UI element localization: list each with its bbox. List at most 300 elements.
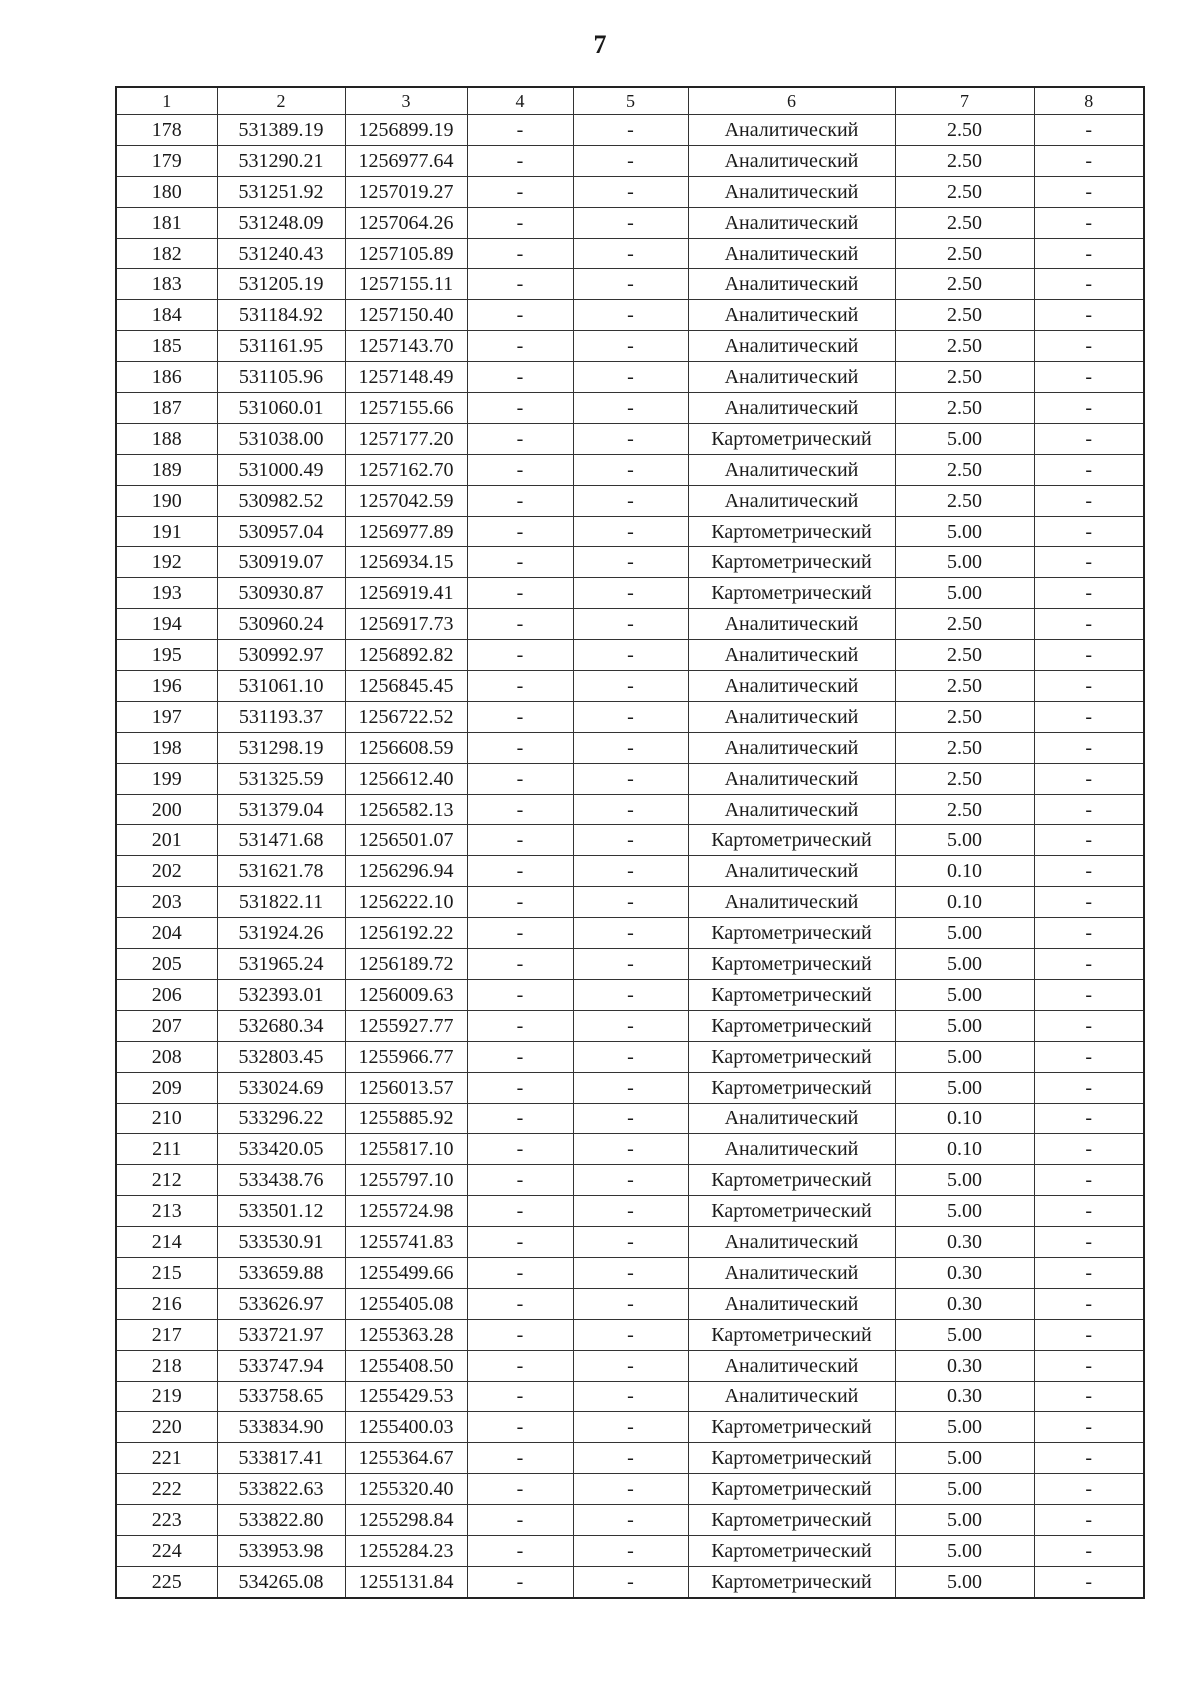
table-cell: 5.00 [895, 949, 1034, 980]
table-cell: 0.30 [895, 1227, 1034, 1258]
table-cell: 1256977.89 [345, 516, 467, 547]
table-cell: - [467, 918, 573, 949]
table-cell: 5.00 [895, 578, 1034, 609]
table-row [116, 115, 1144, 146]
table-cell: 206 [116, 979, 217, 1010]
table-cell: - [467, 1196, 573, 1227]
table-cell: 1255320.40 [345, 1474, 467, 1505]
table-cell: - [1034, 331, 1144, 362]
table-cell: 0.30 [895, 1381, 1034, 1412]
table-cell: 1256845.45 [345, 671, 467, 702]
table-cell: 530992.97 [217, 640, 345, 671]
table-cell: - [467, 1566, 573, 1597]
table-cell: - [1034, 1381, 1144, 1412]
table-cell: - [467, 1103, 573, 1134]
table-cell: 530919.07 [217, 547, 345, 578]
table-cell: - [573, 794, 688, 825]
table-row [116, 578, 1144, 609]
table-cell: - [1034, 1103, 1144, 1134]
table-cell: - [467, 856, 573, 887]
table-cell: 182 [116, 238, 217, 269]
table-cell: Картометрический [688, 949, 895, 980]
table-cell: - [1034, 393, 1144, 424]
table-row [116, 516, 1144, 547]
table-cell: - [1034, 1350, 1144, 1381]
table-cell: Картометрический [688, 1010, 895, 1041]
table-cell: Аналитический [688, 856, 895, 887]
table-cell: Аналитический [688, 454, 895, 485]
table-cell: 534265.08 [217, 1566, 345, 1597]
table-cell: 0.30 [895, 1257, 1034, 1288]
table-cell: 1257105.89 [345, 238, 467, 269]
table-cell: 1257155.66 [345, 393, 467, 424]
table-cell: - [467, 609, 573, 640]
table-row [116, 1010, 1144, 1041]
table-cell: - [1034, 1165, 1144, 1196]
table-cell: 2.50 [895, 393, 1034, 424]
table-cell: 1257019.27 [345, 176, 467, 207]
table-cell: 219 [116, 1381, 217, 1412]
table-cell: - [573, 1350, 688, 1381]
table-row [116, 1072, 1144, 1103]
table-cell: - [467, 949, 573, 980]
table-cell: - [573, 887, 688, 918]
table-cell: - [467, 362, 573, 393]
table-cell: - [467, 393, 573, 424]
table-cell: 533530.91 [217, 1227, 345, 1258]
table-cell: 224 [116, 1535, 217, 1566]
table-cell: Картометрический [688, 979, 895, 1010]
table-cell: 1256608.59 [345, 732, 467, 763]
table-cell: 187 [116, 393, 217, 424]
table-cell: 1257042.59 [345, 485, 467, 516]
table-cell: Картометрический [688, 1535, 895, 1566]
table-cell: - [573, 1443, 688, 1474]
table-cell: - [467, 1535, 573, 1566]
table-cell: 531240.43 [217, 238, 345, 269]
table-cell: Аналитический [688, 238, 895, 269]
table-cell: 2.50 [895, 145, 1034, 176]
table-cell: - [573, 825, 688, 856]
table-cell: 1257155.11 [345, 269, 467, 300]
table-row [116, 1381, 1144, 1412]
table-cell: Картометрический [688, 1072, 895, 1103]
table-cell: 0.10 [895, 1134, 1034, 1165]
table-cell: 2.50 [895, 609, 1034, 640]
table-row [116, 640, 1144, 671]
table-cell: 533822.80 [217, 1505, 345, 1536]
table-cell: 1256917.73 [345, 609, 467, 640]
column-header: 8 [1034, 87, 1144, 115]
table-cell: 186 [116, 362, 217, 393]
table-cell: 533953.98 [217, 1535, 345, 1566]
table-cell: 222 [116, 1474, 217, 1505]
table-cell: 1255724.98 [345, 1196, 467, 1227]
table-cell: 533822.63 [217, 1474, 345, 1505]
table-cell: - [467, 1041, 573, 1072]
table-cell: - [1034, 1566, 1144, 1597]
table-cell: - [573, 1319, 688, 1350]
table-cell: - [573, 393, 688, 424]
table-cell: Картометрический [688, 1505, 895, 1536]
table-cell: - [1034, 1505, 1144, 1536]
table-cell: 5.00 [895, 979, 1034, 1010]
table-cell: - [467, 145, 573, 176]
table-cell: Картометрический [688, 1041, 895, 1072]
table-cell: Аналитический [688, 393, 895, 424]
table-cell: Аналитический [688, 887, 895, 918]
table-cell: 1255400.03 [345, 1412, 467, 1443]
table-cell: 207 [116, 1010, 217, 1041]
table-cell: 533438.76 [217, 1165, 345, 1196]
table-cell: 531061.10 [217, 671, 345, 702]
table-row [116, 1196, 1144, 1227]
table-cell: - [467, 269, 573, 300]
table-cell: 2.50 [895, 362, 1034, 393]
table-cell: - [1034, 300, 1144, 331]
table-cell: 200 [116, 794, 217, 825]
table-cell: Картометрический [688, 1196, 895, 1227]
table-header-row [116, 87, 1144, 115]
table-row [116, 732, 1144, 763]
table-cell: - [467, 115, 573, 146]
table-cell: 533817.41 [217, 1443, 345, 1474]
table-cell: Аналитический [688, 701, 895, 732]
table-cell: - [467, 578, 573, 609]
table-cell: 204 [116, 918, 217, 949]
table-cell: - [467, 485, 573, 516]
table-cell: - [573, 516, 688, 547]
table-cell: 202 [116, 856, 217, 887]
table-cell: 1255927.77 [345, 1010, 467, 1041]
table-cell: Аналитический [688, 300, 895, 331]
table-cell: - [573, 1165, 688, 1196]
table-cell: 531060.01 [217, 393, 345, 424]
table-cell: 1257064.26 [345, 207, 467, 238]
table-cell: - [573, 1072, 688, 1103]
table-cell: 533501.12 [217, 1196, 345, 1227]
table-cell: 1255131.84 [345, 1566, 467, 1597]
table-cell: 531389.19 [217, 115, 345, 146]
table-cell: 217 [116, 1319, 217, 1350]
table-cell: 178 [116, 115, 217, 146]
table-cell: 1255405.08 [345, 1288, 467, 1319]
table-cell: 531298.19 [217, 732, 345, 763]
column-header: 3 [345, 87, 467, 115]
table-cell: 533758.65 [217, 1381, 345, 1412]
table-cell: - [467, 1412, 573, 1443]
table-cell: - [1034, 1041, 1144, 1072]
table-row [116, 269, 1144, 300]
table-cell: - [467, 732, 573, 763]
table-cell: - [1034, 547, 1144, 578]
table-cell: 201 [116, 825, 217, 856]
table-cell: 532680.34 [217, 1010, 345, 1041]
table-cell: - [573, 423, 688, 454]
table-row [116, 1350, 1144, 1381]
table-cell: Картометрический [688, 516, 895, 547]
table-cell: 211 [116, 1134, 217, 1165]
table-cell: 220 [116, 1412, 217, 1443]
table-cell: 223 [116, 1505, 217, 1536]
table-row [116, 145, 1144, 176]
table-cell: 2.50 [895, 115, 1034, 146]
table-cell: Аналитический [688, 609, 895, 640]
table-cell: 205 [116, 949, 217, 980]
table-row [116, 1103, 1144, 1134]
table-cell: Аналитический [688, 763, 895, 794]
table-cell: - [467, 979, 573, 1010]
table-cell: - [1034, 269, 1144, 300]
table-row [116, 1257, 1144, 1288]
table-cell: 0.30 [895, 1350, 1034, 1381]
table-cell: - [573, 856, 688, 887]
table-cell: Картометрический [688, 918, 895, 949]
table-cell: - [1034, 979, 1144, 1010]
table-cell: 191 [116, 516, 217, 547]
table-cell: 533747.94 [217, 1350, 345, 1381]
table-cell: Картометрический [688, 1165, 895, 1196]
column-header: 1 [116, 87, 217, 115]
table-cell: - [1034, 362, 1144, 393]
table-row [116, 1165, 1144, 1196]
table-row [116, 1227, 1144, 1258]
table-row [116, 393, 1144, 424]
table-cell: Аналитический [688, 640, 895, 671]
table-cell: 0.10 [895, 856, 1034, 887]
table-cell: - [467, 1010, 573, 1041]
table-cell: 2.50 [895, 300, 1034, 331]
table-cell: - [573, 1381, 688, 1412]
table-cell: - [573, 1288, 688, 1319]
table-cell: Аналитический [688, 732, 895, 763]
table-cell: - [1034, 856, 1144, 887]
table-cell: - [467, 454, 573, 485]
table-cell: - [467, 825, 573, 856]
table-cell: 531924.26 [217, 918, 345, 949]
table-cell: Картометрический [688, 423, 895, 454]
column-header: 6 [688, 87, 895, 115]
table-cell: 1256722.52 [345, 701, 467, 732]
table-row [116, 979, 1144, 1010]
table-cell: - [573, 578, 688, 609]
table-cell: 2.50 [895, 763, 1034, 794]
table-cell: - [1034, 516, 1144, 547]
table-cell: Аналитический [688, 207, 895, 238]
table-cell: 531193.37 [217, 701, 345, 732]
table-cell: - [467, 763, 573, 794]
table-cell: - [573, 547, 688, 578]
table-cell: - [467, 887, 573, 918]
table-cell: Аналитический [688, 1103, 895, 1134]
table-cell: - [573, 640, 688, 671]
table-row [116, 300, 1144, 331]
table-row [116, 423, 1144, 454]
table-cell: 532803.45 [217, 1041, 345, 1072]
table-cell: 218 [116, 1350, 217, 1381]
table-cell: - [573, 1196, 688, 1227]
table-cell: 195 [116, 640, 217, 671]
table-cell: - [573, 1227, 688, 1258]
table-cell: 5.00 [895, 1505, 1034, 1536]
table-cell: - [1034, 238, 1144, 269]
table-cell: 1256612.40 [345, 763, 467, 794]
table-cell: - [1034, 732, 1144, 763]
table-cell: 1255797.10 [345, 1165, 467, 1196]
table-cell: - [1034, 1227, 1144, 1258]
table-row [116, 1443, 1144, 1474]
table-cell: 1257162.70 [345, 454, 467, 485]
table-cell: 531621.78 [217, 856, 345, 887]
table-cell: Картометрический [688, 1474, 895, 1505]
table-cell: - [1034, 1196, 1144, 1227]
table-cell: - [1034, 454, 1144, 485]
table-row [116, 454, 1144, 485]
table-cell: 1256192.22 [345, 918, 467, 949]
table-cell: - [467, 1165, 573, 1196]
table-cell: 1257150.40 [345, 300, 467, 331]
table-cell: 199 [116, 763, 217, 794]
table-cell: 190 [116, 485, 217, 516]
table-row [116, 887, 1144, 918]
table-cell: 531325.59 [217, 763, 345, 794]
table-cell: 1255499.66 [345, 1257, 467, 1288]
table-cell: 185 [116, 331, 217, 362]
table-cell: - [1034, 207, 1144, 238]
table-cell: 197 [116, 701, 217, 732]
table-cell: - [573, 454, 688, 485]
table-cell: - [467, 1350, 573, 1381]
table-cell: 530960.24 [217, 609, 345, 640]
table-cell: - [573, 300, 688, 331]
table-row [116, 918, 1144, 949]
table-cell: - [467, 1134, 573, 1165]
table-cell: - [1034, 1257, 1144, 1288]
table-cell: - [467, 794, 573, 825]
table-row [116, 1505, 1144, 1536]
table-cell: Аналитический [688, 176, 895, 207]
column-header: 7 [895, 87, 1034, 115]
table-cell: 5.00 [895, 1010, 1034, 1041]
table-cell: - [1034, 1443, 1144, 1474]
table-cell: 1255429.53 [345, 1381, 467, 1412]
column-header: 5 [573, 87, 688, 115]
table-cell: 181 [116, 207, 217, 238]
table-cell: - [1034, 671, 1144, 702]
table-cell: - [1034, 701, 1144, 732]
table-cell: 2.50 [895, 331, 1034, 362]
table-cell: - [1034, 640, 1144, 671]
table-cell: Аналитический [688, 794, 895, 825]
table-cell: - [573, 331, 688, 362]
table-cell: - [467, 516, 573, 547]
table-cell: 1256934.15 [345, 547, 467, 578]
table-cell: - [573, 979, 688, 1010]
table-cell: - [573, 207, 688, 238]
table-row [116, 1412, 1144, 1443]
table-cell: - [467, 1381, 573, 1412]
table-cell: 533659.88 [217, 1257, 345, 1288]
table-cell: - [1034, 794, 1144, 825]
table-cell: - [467, 238, 573, 269]
table-cell: 1256009.63 [345, 979, 467, 1010]
table-cell: 533296.22 [217, 1103, 345, 1134]
table-cell: - [573, 1103, 688, 1134]
table-row [116, 609, 1144, 640]
table-cell: 5.00 [895, 547, 1034, 578]
table-cell: 5.00 [895, 1165, 1034, 1196]
table-cell: 1255885.92 [345, 1103, 467, 1134]
table-cell: Аналитический [688, 485, 895, 516]
table-row [116, 1566, 1144, 1597]
table-cell: 1256222.10 [345, 887, 467, 918]
table-cell: - [1034, 1535, 1144, 1566]
table-cell: 210 [116, 1103, 217, 1134]
table-cell: 2.50 [895, 238, 1034, 269]
column-header: 4 [467, 87, 573, 115]
table-cell: 1256501.07 [345, 825, 467, 856]
table-row [116, 701, 1144, 732]
table-cell: 180 [116, 176, 217, 207]
table-cell: 2.50 [895, 207, 1034, 238]
table-cell: 1255364.67 [345, 1443, 467, 1474]
table-cell: 0.10 [895, 1103, 1034, 1134]
table-cell: 530957.04 [217, 516, 345, 547]
table-row [116, 949, 1144, 980]
table-cell: - [573, 115, 688, 146]
table-cell: 2.50 [895, 485, 1034, 516]
table-row [116, 547, 1144, 578]
table-cell: 5.00 [895, 1535, 1034, 1566]
table-cell: 5.00 [895, 918, 1034, 949]
table-cell: 198 [116, 732, 217, 763]
table-cell: 2.50 [895, 671, 1034, 702]
table-cell: 530982.52 [217, 485, 345, 516]
table-cell: 208 [116, 1041, 217, 1072]
table-cell: 188 [116, 423, 217, 454]
table-cell: 531184.92 [217, 300, 345, 331]
table-cell: Аналитический [688, 145, 895, 176]
table-cell: - [467, 1319, 573, 1350]
table-cell: 215 [116, 1257, 217, 1288]
table-cell: 5.00 [895, 1319, 1034, 1350]
table-cell: Аналитический [688, 362, 895, 393]
table-cell: 193 [116, 578, 217, 609]
table-cell: 531379.04 [217, 794, 345, 825]
table-cell: - [573, 176, 688, 207]
table-cell: - [1034, 145, 1144, 176]
table-cell: 1255298.84 [345, 1505, 467, 1536]
table-cell: - [573, 362, 688, 393]
table-cell: 209 [116, 1072, 217, 1103]
table-cell: - [467, 207, 573, 238]
table-cell: - [573, 1474, 688, 1505]
table-cell: - [573, 1041, 688, 1072]
table-cell: Аналитический [688, 1257, 895, 1288]
table-cell: 5.00 [895, 1443, 1034, 1474]
table-row [116, 176, 1144, 207]
table-cell: 0.10 [895, 887, 1034, 918]
table-cell: Аналитический [688, 269, 895, 300]
table-cell: 1256189.72 [345, 949, 467, 980]
table-cell: - [573, 609, 688, 640]
table-row [116, 1041, 1144, 1072]
table-cell: 531105.96 [217, 362, 345, 393]
table-cell: 1256977.64 [345, 145, 467, 176]
table-cell: 2.50 [895, 701, 1034, 732]
table-cell: 192 [116, 547, 217, 578]
table-cell: 5.00 [895, 1041, 1034, 1072]
